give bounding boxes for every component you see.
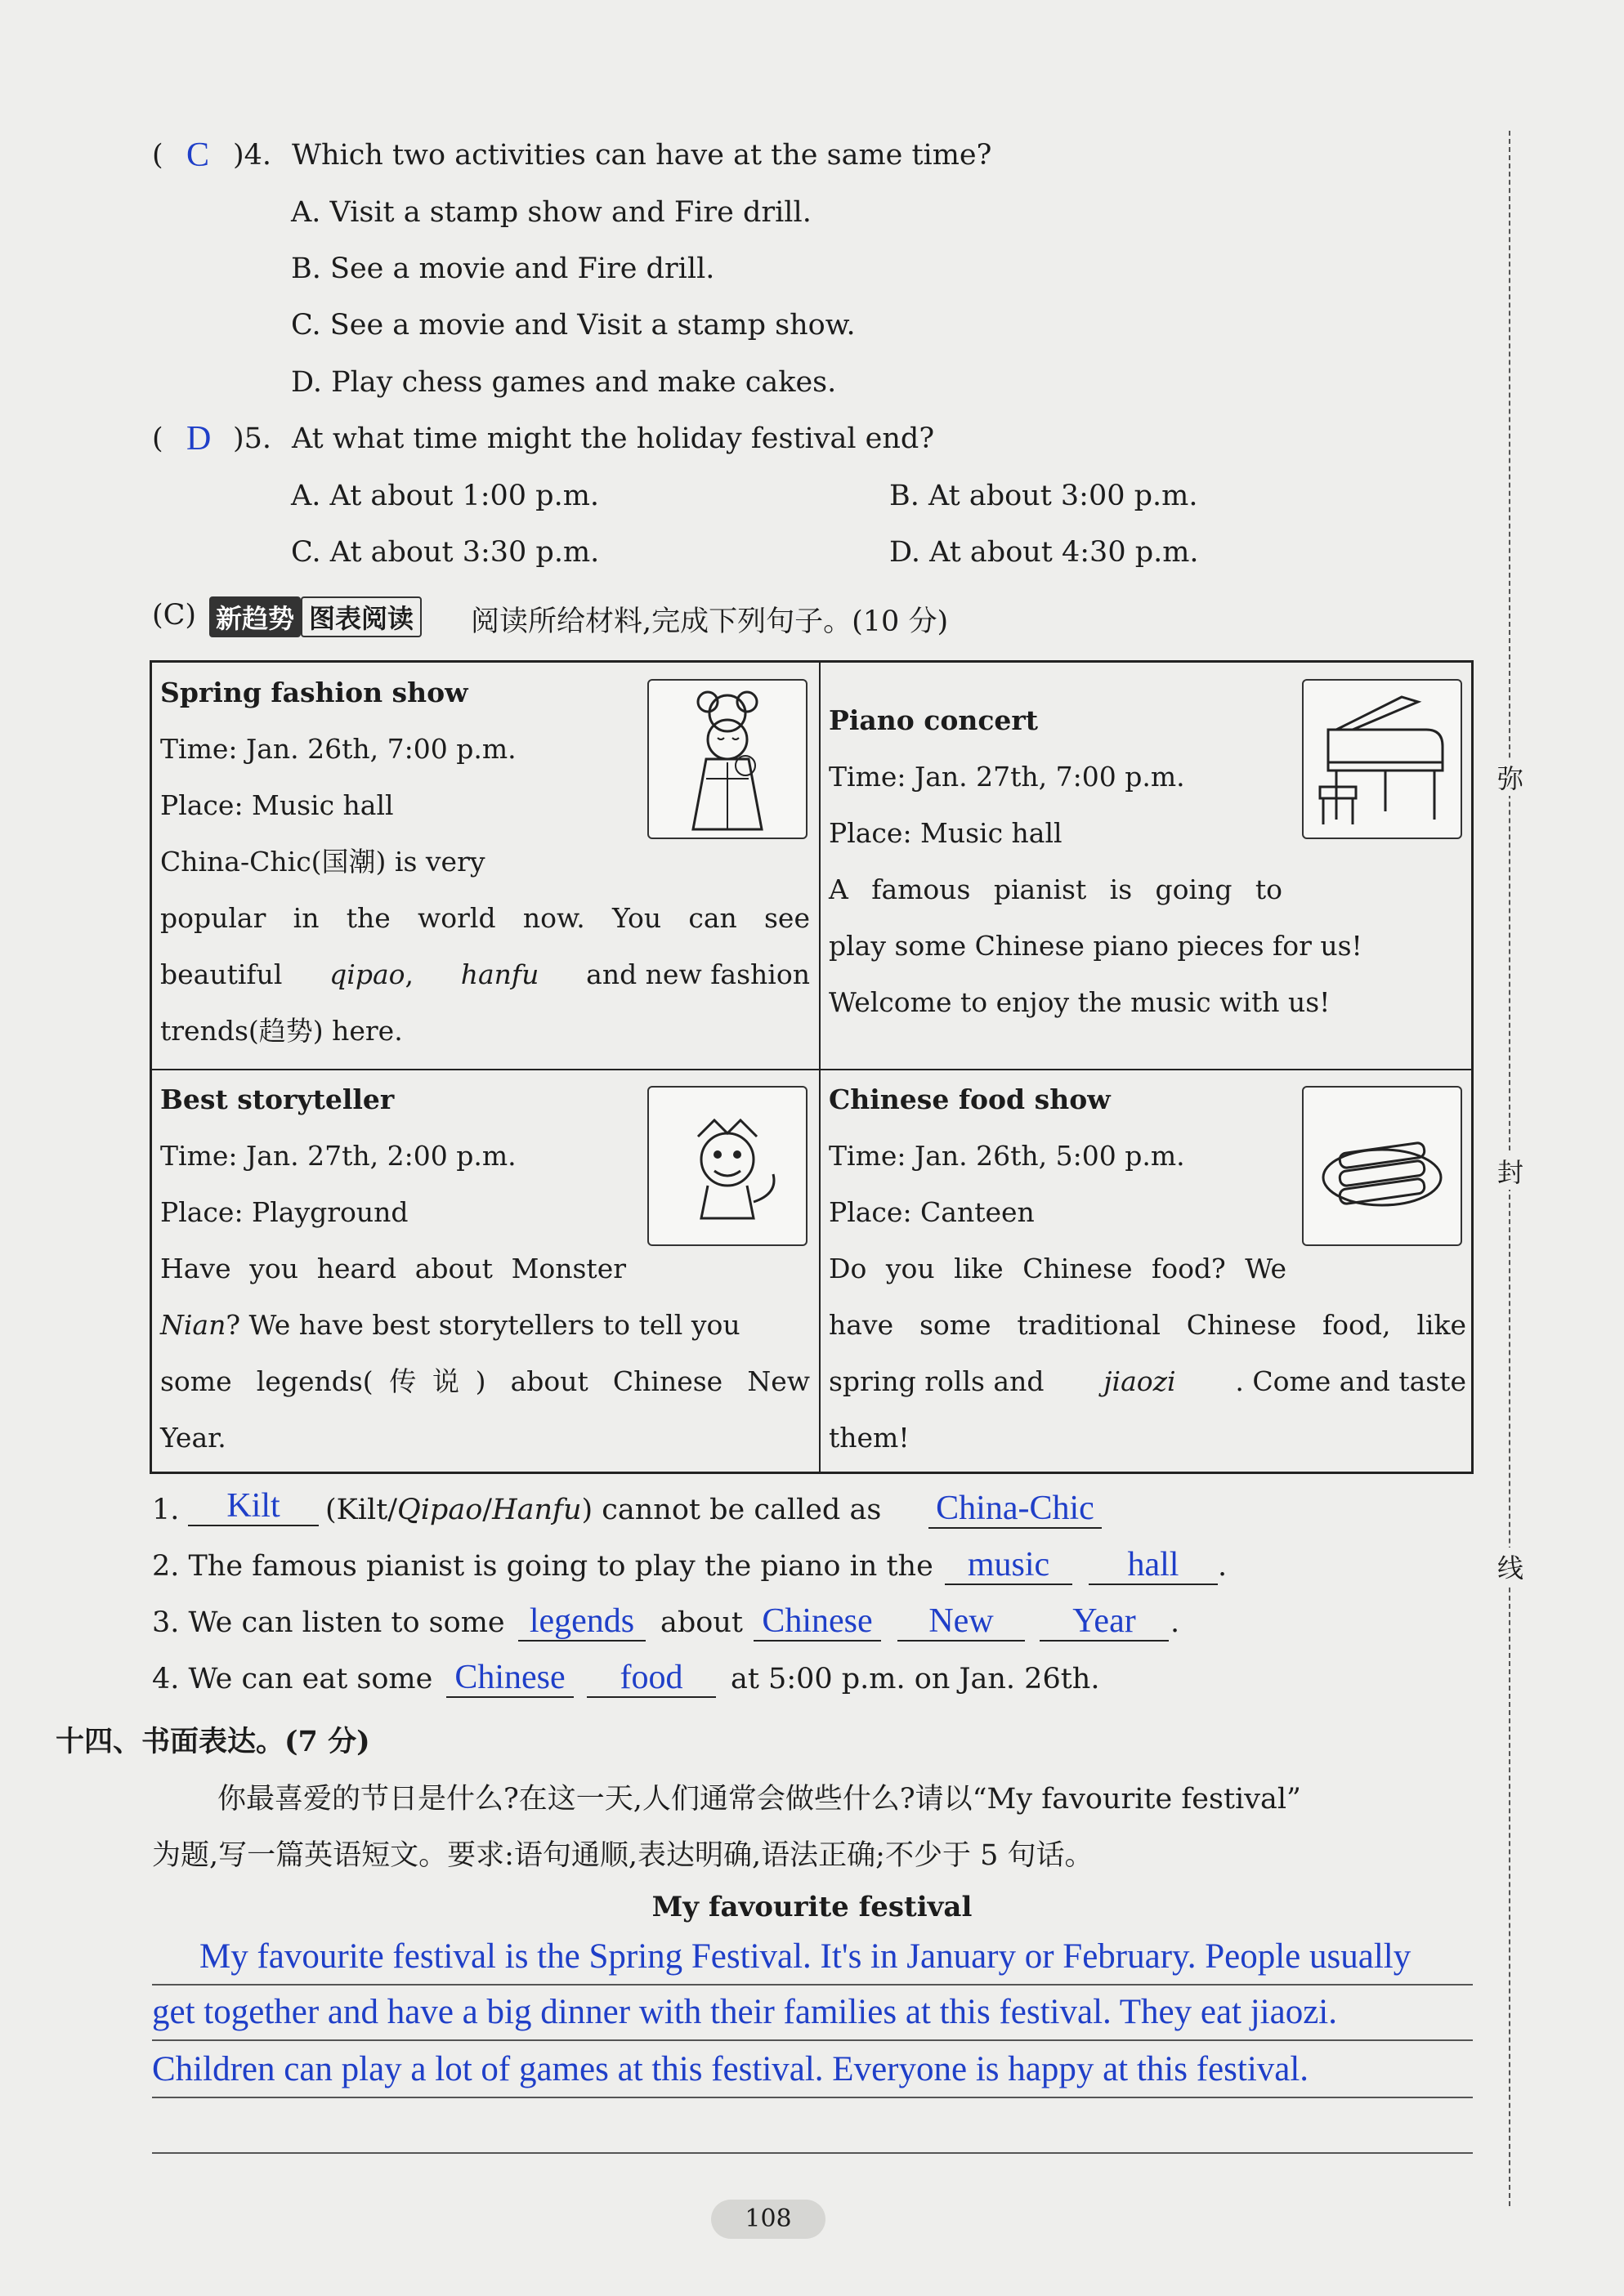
card-fashion-line4: trends(趋势) here. [160,1015,403,1047]
essay-line1: My favourite festival is the Spring Festival. It's in January or February. People usually [199,1937,1411,1976]
s2-text: 2. The famous pianist is going to play the piano in the [152,1550,933,1583]
q4-number: )4. [233,139,272,172]
s3-answer1: legends [518,1602,646,1642]
s1-hint-rest: ) cannot be called as [581,1494,882,1526]
card-food-line2: have some traditional Chinese food, like [829,1309,1466,1341]
card-food-time: Time: Jan. 26th, 5:00 p.m. [829,1140,1185,1172]
s2-answer2: hall [1089,1546,1218,1585]
ruled-line-1 [152,1984,1473,1986]
section-c-instruction: 阅读所给材料,完成下列句子。(10 分) [471,605,949,638]
essay-line3: Children can play a lot of games at this festival. Everyone is happy at this festival. [152,2050,1309,2088]
card-story-place: Place: Playground [160,1196,409,1228]
s1-hint [325,1494,881,1526]
piano-illustration [1302,679,1462,839]
tag-new-trend: 新趋势 [209,596,301,637]
card-story-title: Best storyteller [160,1083,395,1115]
ruled-line-2 [152,2039,1473,2041]
q5-number: )5. [233,422,272,455]
comma: , [405,958,414,990]
card-piano-place: Place: Music hall [829,817,1063,849]
tag-chart-reading: 图表阅读 [301,596,422,637]
card-piano-line1: A famous pianist is going to [829,873,1282,905]
monster-nian-illustration [647,1086,808,1246]
q4-option-c: C. See a movie and Visit a stamp show. [291,309,856,342]
girl-hanfu-illustration [647,679,808,839]
card-food-line4: them! [829,1422,910,1454]
essay-title: My favourite festival [651,1891,973,1923]
event-sheet [150,660,1474,1474]
card-food-title: Chinese food show [829,1083,1111,1115]
s4-end: at 5:00 p.m. on Jan. 26th. [731,1663,1100,1695]
card-fashion-line3 [160,946,810,1003]
margin-char-1: 弥 [1497,758,1523,796]
card-piano [829,692,1362,1030]
q5-option-c: C. At about 3:30 p.m. [291,536,600,569]
ruled-line-3 [152,2097,1473,2098]
words-fashion: and new fashion [586,958,810,990]
card-story-line2 [160,1297,810,1353]
card-piano-line3: Welcome to enjoy the music with us! [829,986,1331,1018]
card-food-line3 [829,1353,1466,1409]
card-story-line3: some legends(传说) about Chinese New [160,1365,810,1397]
margin-char-2: 封 [1497,1152,1523,1190]
s3-end: . [1170,1606,1180,1639]
card-piano-time: Time: Jan. 27th, 7:00 p.m. [829,761,1185,793]
s3-about: about [660,1606,743,1639]
s3-text: 3. We can listen to some [152,1606,505,1639]
q5-stem: At what time might the holiday festival end? [292,422,935,455]
word-jiaozi: jiaozi [1103,1365,1176,1397]
q4-option-b: B. See a movie and Fire drill. [291,252,715,285]
s1-hint-qipao: Qipao [397,1494,483,1526]
card-fashion-line2: popular in the world now. You can see [160,902,810,934]
card-piano-title: Piano concert [829,704,1039,736]
word-nian: Nian [160,1309,226,1341]
sheet-divider-vertical [819,663,821,1472]
spring-rolls-illustration [1302,1086,1462,1246]
s1-hint-hanfu: Hanfu [492,1494,582,1526]
card-piano-line2: play some Chinese piano pieces for us! [829,930,1362,962]
writing-prompt-line1: 你最喜爱的节日是什么?在这一天,人们通常会做些什么?请以“My favourite festival” [217,1783,1301,1816]
card-fashion-place: Place: Music hall [160,789,394,821]
ruled-line-4 [152,2152,1473,2154]
s1-hint-slash: / [482,1494,493,1526]
sheet-divider-horizontal [152,1069,1471,1070]
s1-answer2: China-Chic [928,1490,1102,1529]
card-fashion-line1: China-Chic(国潮) is very [160,846,485,878]
words-spring-rolls: spring rolls and [829,1365,1045,1397]
card-fashion-time: Time: Jan. 26th, 7:00 p.m. [160,733,517,765]
writing-heading: 十四、书面表达。(7 分) [56,1725,370,1758]
card-story-time: Time: Jan. 27th, 2:00 p.m. [160,1140,517,1172]
s1-hint-a: (Kilt/ [325,1494,398,1526]
card-food-place: Place: Canteen [829,1196,1035,1228]
q4-option-d: D. Play chess games and make cakes. [291,366,837,399]
page-number: 108 [711,2200,825,2239]
essay-line2: get together and have a big dinner with their families at this festival. They eat jiaozi. [152,1993,1337,2031]
writing-prompt-line2: 为题,写一篇英语短文。要求:语句通顺,表达明确,语法正确;不少于 5 句话。 [152,1839,1094,1872]
card-story-line1: Have you heard about Monster [160,1253,626,1284]
s4-text: 4. We can eat some [152,1663,433,1695]
q4-open-paren: ( [152,139,163,172]
q4-option-a: A. Visit a stamp show and Fire drill. [291,196,812,229]
s3-answer2: Chinese [754,1602,881,1642]
q5-open-paren: ( [152,422,163,455]
q5-answer: D [186,420,212,458]
s3-answer4: Year [1040,1602,1169,1642]
q4-stem: Which two activities can have at the same time? [292,139,992,172]
card-story-line2-rest: ? We have best storytellers to tell you [226,1309,740,1341]
s2-end: . [1218,1550,1228,1583]
margin-char-3: 线 [1497,1548,1523,1585]
section-c-label: (C) [152,599,197,632]
q5-option-b: B. At about 3:00 p.m. [889,480,1198,512]
card-fashion-title: Spring fashion show [160,677,468,708]
s4-answer2: food [587,1659,716,1698]
s2-answer1: music [945,1546,1072,1585]
word-qipao: qipao [329,958,405,990]
card-story-line4: Year. [160,1422,226,1454]
section-c-tags [209,596,422,637]
words-come-taste: . Come and taste [1235,1365,1466,1397]
word-beautiful: beautiful [160,958,283,990]
s4-answer1: Chinese [446,1659,574,1698]
s1-number: 1. [152,1494,180,1526]
q5-option-a: A. At about 1:00 p.m. [291,480,600,512]
s1-answer: Kilt [188,1487,319,1526]
s3-answer3: New [897,1602,1025,1642]
q5-option-d: D. At about 4:30 p.m. [889,536,1199,569]
word-hanfu: hanfu [460,958,539,990]
card-food-line1: Do you like Chinese food? We [829,1253,1286,1284]
q4-answer: C [186,136,210,174]
